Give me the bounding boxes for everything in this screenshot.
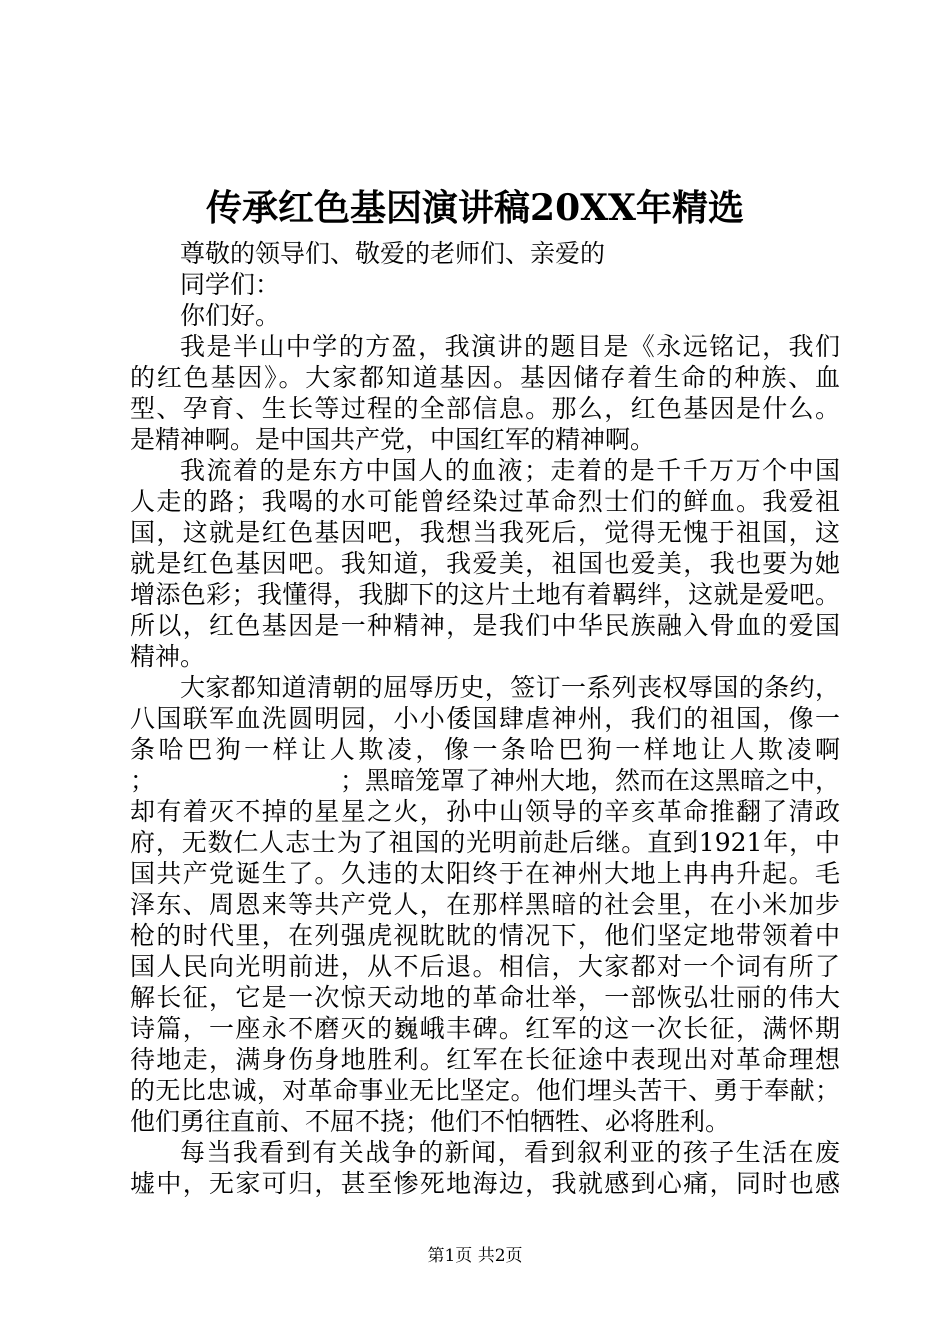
paragraph-line: 条哈巴狗一样让人欺凌，像一条哈巴狗一样地让人欺凌啊 xyxy=(130,735,840,764)
paragraph-line: 的红色基因》。大家都知道基因。基因储存着生命的种族、血 xyxy=(130,363,840,392)
paragraph-line xyxy=(130,765,840,796)
paragraph-line: 却有着灭不掉的星星之火，孙中山领导的辛亥革命推翻了清政 xyxy=(130,797,840,826)
paragraph-line: 国共产党诞生了。久违的太阳终于在神州大地上冉冉升起。毛 xyxy=(130,859,840,888)
line-fragment: ；黑暗笼罩了神州大地，然而在这黑暗之中， xyxy=(339,766,840,795)
paragraph-line: 所以，红色基因是一种精神，是我们中华民族融入骨血的爱国 xyxy=(130,611,840,640)
greeting-line: 尊敬的领导们、敬爱的老师们、亲爱的 xyxy=(180,239,606,268)
paragraph-line: 国，这就是红色基因吧，我想当我死后，觉得无愧于祖国，这 xyxy=(130,518,840,547)
paragraph-line: 大家都知道清朝的屈辱历史，签订一系列丧权辱国的条约， xyxy=(180,673,840,702)
paragraph-line: 国人民向光明前进，从不后退。相信，大家都对一个词有所了 xyxy=(130,952,840,981)
paragraph-line: 我流着的是东方中国人的血液；走着的是千千万万个中国 xyxy=(180,456,840,485)
hello-line: 你们好。 xyxy=(180,301,281,330)
paragraph-line: 泽东、周恩来等共产党人，在那样黑暗的社会里，在小米加步 xyxy=(130,890,840,919)
paragraph-line: 的无比忠诚，对革命事业无比坚定。他们埋头苦干、勇于奉献； xyxy=(130,1076,840,1105)
paragraph-line: 是精神啊。是中国共产党，中国红军的精神啊。 xyxy=(130,425,656,454)
paragraph-line: 枪的时代里，在列强虎视眈眈的情况下，他们坚定地带领着中 xyxy=(130,921,840,950)
line-fragment: ； xyxy=(130,766,156,795)
document-body xyxy=(130,238,840,1199)
paragraph-line: 墟中，无家可归，甚至惨死地海边，我就感到心痛，同时也感 xyxy=(130,1169,840,1198)
paragraph-line: 府，无数仁人志士为了祖国的光明前赴后继。直到1921年，中 xyxy=(130,828,840,857)
paragraph-line: 诗篇，一座永不磨灭的巍峨丰碑。红军的这一次长征，满怀期 xyxy=(130,1014,840,1043)
paragraph-line: 八国联军血洗圆明园，小小倭国肆虐神州，我们的祖国，像一 xyxy=(130,704,840,733)
paragraph-line: 增添色彩；我懂得，我脚下的这片土地有着羁绊，这就是爱吧。 xyxy=(130,580,840,609)
paragraph-line: 每当我看到有关战争的新闻，看到叙利亚的孩子生活在废 xyxy=(180,1138,840,1167)
page-footer: 第1页 共2页 xyxy=(427,1246,523,1266)
document-title: 传承红色基因演讲稿20XX年精选 xyxy=(206,187,744,229)
paragraph-line: 就是红色基因吧。我知道，我爱美，祖国也爱美，我也要为她 xyxy=(130,549,840,578)
paragraph-line: 他们勇往直前、不屈不挠；他们不怕牺牲、必将胜利。 xyxy=(130,1107,731,1136)
paragraph-line: 精神。 xyxy=(130,642,206,671)
paragraph-line: 解长征，它是一次惊天动地的革命壮举，一部恢弘壮丽的伟大 xyxy=(130,983,840,1012)
paragraph-line: 待地走，满身伤身地胜利。红军在长征途中表现出对革命理想 xyxy=(130,1045,840,1074)
paragraph-line: 人走的路；我喝的水可能曾经染过革命烈士们的鲜血。我爱祖 xyxy=(130,487,840,516)
paragraph-line: 型、孕育、生长等过程的全部信息。那么，红色基因是什么。 xyxy=(130,394,840,423)
greeting-line: 同学们： xyxy=(180,270,281,299)
paragraph-line: 我是半山中学的方盈，我演讲的题目是《永远铭记，我们 xyxy=(180,332,840,361)
